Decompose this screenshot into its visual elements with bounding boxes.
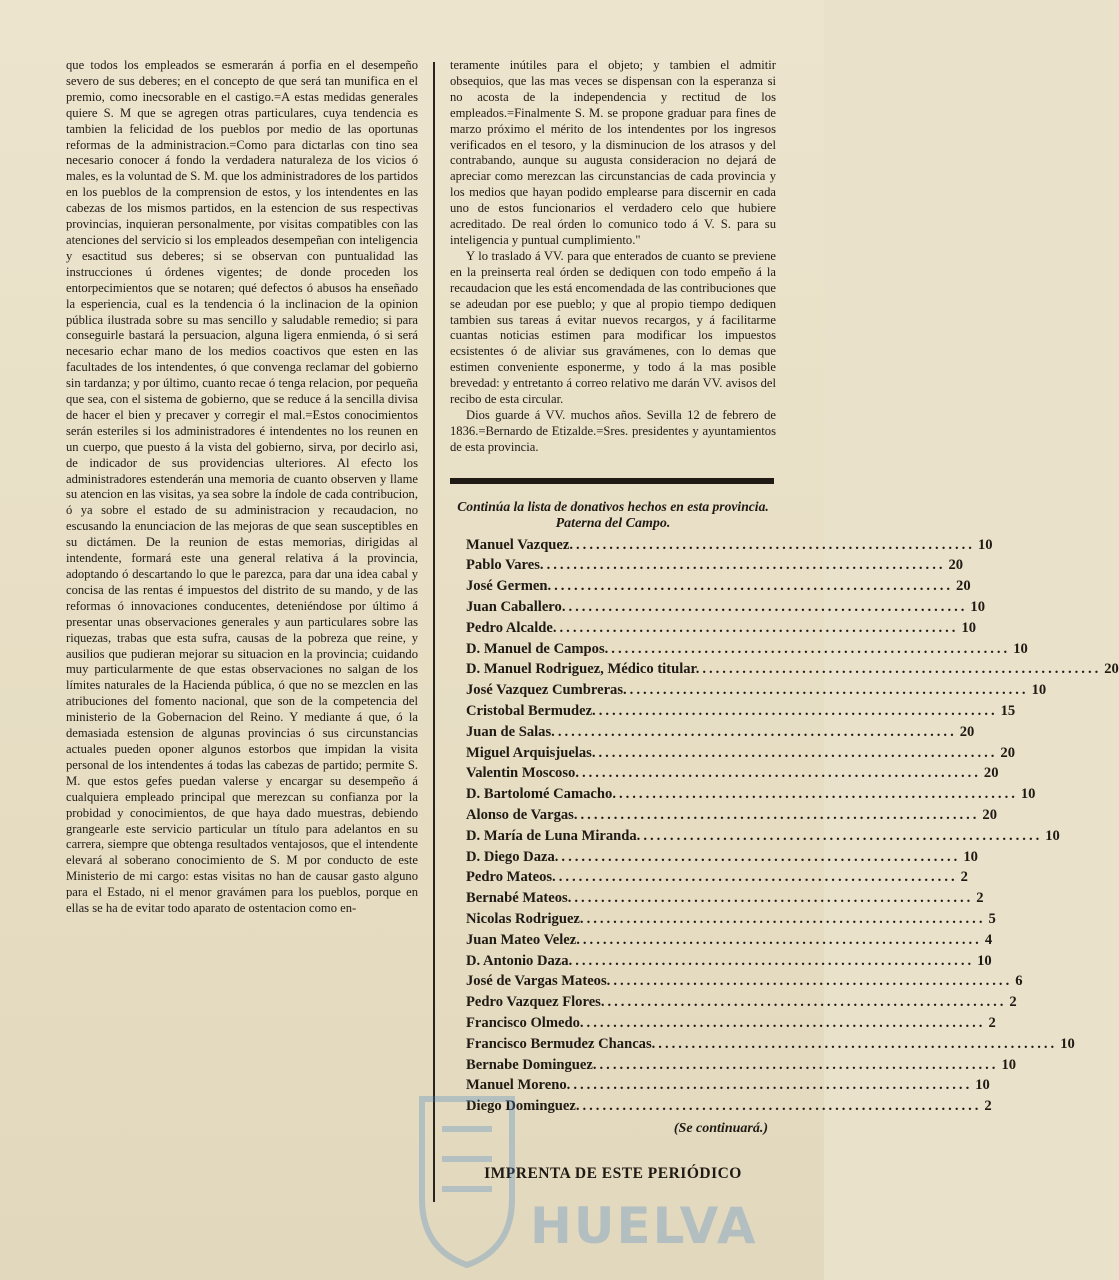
donor-amount: 20	[948, 557, 964, 574]
leader-dots: ............................................................	[558, 869, 958, 886]
donor-name: D. Diego Daza.	[466, 848, 559, 865]
donor-amount: 5	[988, 911, 996, 927]
leader-dots: ............................................................	[658, 1035, 1058, 1052]
donor-amount: 2	[988, 1014, 996, 1031]
donor-row	[466, 763, 999, 784]
right-prose	[450, 58, 776, 456]
donor-name: D. Antonio Daza.	[466, 952, 573, 969]
section-divider	[450, 478, 774, 484]
donor-amount: 4	[984, 931, 993, 948]
donor-row	[466, 951, 992, 972]
leader-dots: ............................................................	[629, 682, 1029, 699]
leader-dots: ............................................................	[582, 931, 982, 948]
donor-row	[466, 701, 1016, 722]
left-column	[66, 58, 418, 917]
donor-name: José de Vargas Mateos.	[466, 973, 611, 990]
donor-row	[466, 909, 996, 930]
donor-name: Valentin Moscoso.	[466, 765, 579, 782]
donor-name: Juan Caballero.	[466, 599, 566, 616]
donor-amount: 10	[1045, 827, 1060, 844]
donor-amount: 2	[1009, 994, 1017, 1011]
donor-name: Bernabe Dominguez.	[466, 1056, 597, 1073]
watermark-text: HUELVA	[530, 1197, 758, 1255]
printer-imprint: IMPRENTA DE ESTE PERIÓDICO	[484, 1164, 742, 1182]
donor-amount: 2	[976, 890, 984, 907]
leader-dots: ............................................................	[568, 599, 968, 616]
donor-name: Alonso de Vargas.	[466, 807, 578, 824]
leader-dots: ............................................................	[574, 890, 974, 907]
donor-list	[466, 535, 1119, 1117]
leader-dots: ............................................................	[557, 723, 957, 740]
donor-row	[466, 597, 985, 618]
donor-amount: 20	[982, 807, 998, 824]
donor-row	[466, 1075, 990, 1096]
leader-dots: ............................................................	[586, 911, 986, 927]
leader-dots: ............................................................	[611, 640, 1011, 657]
donor-amount: 20	[1000, 744, 1015, 761]
donor-row	[466, 805, 998, 826]
donor-name: Pedro Mateos.	[466, 869, 556, 886]
donor-name: D. Manuel de Campos.	[466, 640, 609, 657]
donor-row	[466, 618, 977, 639]
donor-amount: 10	[963, 848, 978, 865]
donor-row	[466, 992, 1017, 1013]
donor-row	[466, 1013, 996, 1034]
leader-dots: ............................................................	[561, 848, 961, 865]
donor-amount: 10	[977, 952, 992, 969]
donor-amount: 10	[1013, 640, 1028, 657]
donor-row	[466, 784, 1036, 805]
donor-row	[466, 743, 1015, 764]
column-divider	[433, 62, 435, 1202]
donor-row	[466, 826, 1060, 847]
donor-row	[466, 1055, 1017, 1076]
donor-row	[466, 971, 1023, 992]
donor-name: D. Manuel Rodriguez, Médico titular.	[466, 661, 700, 678]
right-paragraph-3: Dios guarde á VV. muchos años. Sevilla 12 de febrero de 1836.=Bernardo de Etizalde.=Sres. presidentes y ayuntamientos de esta provincia.	[450, 407, 776, 454]
donor-amount: 20	[983, 765, 999, 782]
donor-amount: 2	[960, 869, 968, 886]
leader-dots: ............................................................	[580, 807, 980, 824]
leader-dots: ............................................................	[643, 827, 1043, 844]
donor-name: Pedro Vazquez Flores.	[466, 994, 605, 1011]
donor-amount: 10	[961, 619, 977, 636]
donor-amount: 2	[984, 1098, 992, 1115]
donor-row	[466, 1034, 1075, 1055]
donor-amount: 20	[1104, 661, 1119, 678]
donor-name: D. Bartolomé Camacho.	[466, 786, 616, 803]
donor-row	[466, 1096, 992, 1117]
donor-amount: 10	[970, 599, 985, 616]
donor-name: D. María de Luna Miranda.	[466, 827, 641, 844]
leader-dots: ............................................................	[573, 1077, 973, 1094]
leader-dots: ............................................................	[598, 703, 998, 720]
donor-row	[466, 555, 964, 576]
leader-dots: ............................................................	[582, 1098, 982, 1115]
donor-row	[466, 722, 975, 743]
donations-heading: Continúa la lista de donativos hechos en esta provincia.	[457, 498, 769, 514]
donor-amount: 15	[1000, 703, 1016, 720]
leader-dots: ............................................................	[546, 557, 946, 574]
donor-name: Miguel Arquisjuelas.	[466, 744, 596, 761]
donor-name: Pedro Alcalde.	[466, 619, 557, 636]
donor-row	[466, 680, 1047, 701]
donor-name: Bernabé Mateos.	[466, 890, 572, 907]
donor-amount: 6	[1015, 973, 1023, 990]
right-column	[450, 58, 1119, 1183]
donor-name: Pablo Vares.	[466, 557, 544, 574]
donor-name: Nicolas Rodriguez.	[466, 911, 584, 927]
leader-dots: ............................................................	[586, 1014, 986, 1031]
donor-name: Francisco Bermudez Chancas.	[466, 1035, 656, 1052]
donor-row	[466, 639, 1028, 660]
leader-dots: ............................................................	[599, 1056, 999, 1073]
leader-dots: ............................................................	[575, 952, 975, 969]
donor-name: José Vazquez Cumbreras.	[466, 682, 627, 699]
leader-dots: ............................................................	[598, 744, 998, 761]
continued-note: (Se continuará.)	[673, 1120, 768, 1136]
right-paragraph-1: teramente inútiles para el objeto; y tambien el admitir obsequios, que las mas veces se dispensan con la esperanza si no acosta de la independencia y rectitud de los empleados.=Finalmente S. M. se propone graduar para fines de marzo próximo el mérito de los intendentes por los ingresos verificados en el tesoro, y la disminucion de los atrasos y del contrabando, aunque su augusta consideracion no dejará de apreciar como merezcan las circunstancias de cada provincia y los medios que hayan podido emplearse para discernir en cada uno de estos funcionarios el verdadero celo que hubiere acreditado. De real órden lo comunico todo á V. S. para su inteligencia y puntual cumplimiento."	[450, 58, 776, 247]
right-paragraph-2: Y lo traslado á VV. para que enterados de cuanto se previene en la preinserta real órden se dediquen con todo empeño á la recaudacion que les está encomendada de las contribuciones que se adeudan por ese pueblo; y que al propio tiempo dediquen tambien sus tareas á evitar nuevos recargos, y á facilitarme cuantas noticias estimen para modificar los impuestos ecsistentes ó de aliviar sus gravámenes, con lo demas que estimen conveniente esponerme, y todo á la mas posible brevedad: y entretanto á correo relativo me darán VV. avisos del recibo de esta circular.	[450, 248, 776, 407]
donor-name: Manuel Moreno.	[466, 1077, 571, 1094]
donor-name: Manuel Vazquez.	[466, 536, 574, 553]
leader-dots: ............................................................	[607, 994, 1007, 1011]
left-paragraph: que todos los empleados se esmerarán á porfia en el desempeño severo de sus deberes; en el concepto de que será tan munifica en el premio, como inecsorable en el castigo.=A estas medidas generales quiere S. M que se agregen otras particulares, cuya tendencia es tambien la felicidad de los pueblos por medio de las oportunas reformas de la administracion.=Como para dictarlas con tino sea necesario conocer á fondo la verdadera naturaleza de los vicios ó males, es la voluntad de S. M. que los administradores de los partidos en los pueblos de la comprension de estos, y los intendentes en las cabezas de los mismos partidos, en la estencion de sus respectivas provincias, inquieran personalmente, por visitas compatibles con las atenciones del servicio si los empleados desempeñan con inteligencia y esactitud sus deberes; si se observan con puntualidad las instrucciones ú órdenes vigentes; de donde proceden los entorpecimientos que se notaren; qué defectos ó abusos ha enseñado la esperiencia, cual es la tendencia ó la inclinacion de la opinion pública ilustrada sobre su mas sencillo y saludable remedio; si para conseguirle bastará la persuacion, alguna ligera enmienda, ó si será necesario echar mano de los medios coactivos que esten en las facultades de los intendentes, ó que convenga reclamar del gobierno sin tardanza; y por último, cuanto recae ó tenga relacion, por pequeña que sea, con el sistema de gobierno, que se reduce á la sencilla divisa de hacer el bien y precaver y corregir el mal.=Estos conocimientos serán esteriles si los administradores é intendentes no los reunen en un cuerpo, que puesto á la vista del gobierno, sirva, por decirlo asi, de indicador de sus providencias ulteriores. Al efecto los administradores estenderán una memoria de cuanto observen y llame su atencion en las visitas, ya sea sobre la índole de cada contribucion, ó ya sobre el estado de su administracion y recaudacion, no escusando la enunciacion de las mejoras de que sean susceptibles en su dictámen. De la reunion de estas memorias, dirigidas al intendente, formará este una general relativa á la provincia, adoptando ó descartando lo que le parezca, para dar una idea cabal y concisa de las rentas é impuestos del distrito de su mando, y de las reformas ó innovaciones conducentes, deteniéndose por último á presentar unas observaciones generales y aun particulares sobre las riquezas, trabas que esta sufra, causas de la pobreza que reine, y ausilios que pudieran mejorar su situacion en la provincia; cuidando muy particularmente de que estas observaciones no salgan de los límites naturales de la Hacienda pública, ó que no se mezclen en las atribuciones del fomento nacional, que son de la competencia del ministerio de la Gobernacion del Reino. Y mediante á que, ó la demasiada estension de algunas provincias ó sus circunstancias actuales pueden oponer algunos estorbos que impidan la visita personal de los intendentes á todas las cabezas de partido; permite S. M. que estos gefes puedan valerse y encargar su desempeño á cualquiera empleado principal que merezcan su confianza por la probidad y conocimientos, de que haya dado muestras, debiendo grangearle este servicio particular un título para adelantos en su carrera, siempre que obtenga resultados ventajosos, que el intendente elevará al soberano conocimiento de S. M por conducto de este Ministerio de mi cargo: estas visitas no han de causar gasto alguno para el Estado, ni el menor gravámen para los pueblos, porque en ellas se ha de evitar todo aparato de ostentacion como en-	[66, 58, 418, 916]
leader-dots: ............................................................	[554, 578, 954, 595]
donor-amount: 10	[975, 1077, 990, 1094]
leader-dots: ............................................................	[581, 765, 981, 782]
donor-amount: 20	[959, 723, 975, 740]
donor-amount: 10	[1060, 1035, 1075, 1052]
donor-amount: 10	[977, 536, 993, 553]
leader-dots: ............................................................	[702, 661, 1102, 678]
donor-name: Juan Mateo Velez.	[466, 931, 580, 948]
donor-amount: 10	[1020, 786, 1036, 803]
donor-row	[466, 888, 984, 909]
town-heading: Paterna del Campo.	[555, 515, 671, 531]
donor-amount: 10	[1031, 682, 1047, 699]
donor-name: Francisco Olmedo.	[466, 1014, 584, 1031]
donor-name: José Germen.	[466, 578, 552, 595]
donor-row	[466, 847, 978, 868]
donor-name: Cristobal Bermudez.	[466, 703, 596, 720]
donor-row	[466, 659, 1119, 680]
leader-dots: ............................................................	[613, 973, 1013, 990]
donor-amount: 20	[956, 578, 971, 595]
donor-row	[466, 576, 971, 597]
donor-name: Juan de Salas.	[466, 723, 555, 740]
donor-row	[466, 535, 993, 556]
donor-row	[466, 867, 968, 888]
donor-name: Diego Dominguez.	[466, 1098, 580, 1115]
leader-dots: ............................................................	[559, 619, 959, 636]
donor-row	[466, 930, 993, 951]
donor-amount: 10	[1001, 1056, 1017, 1073]
leader-dots: ............................................................	[576, 536, 975, 553]
leader-dots: ............................................................	[618, 786, 1018, 803]
